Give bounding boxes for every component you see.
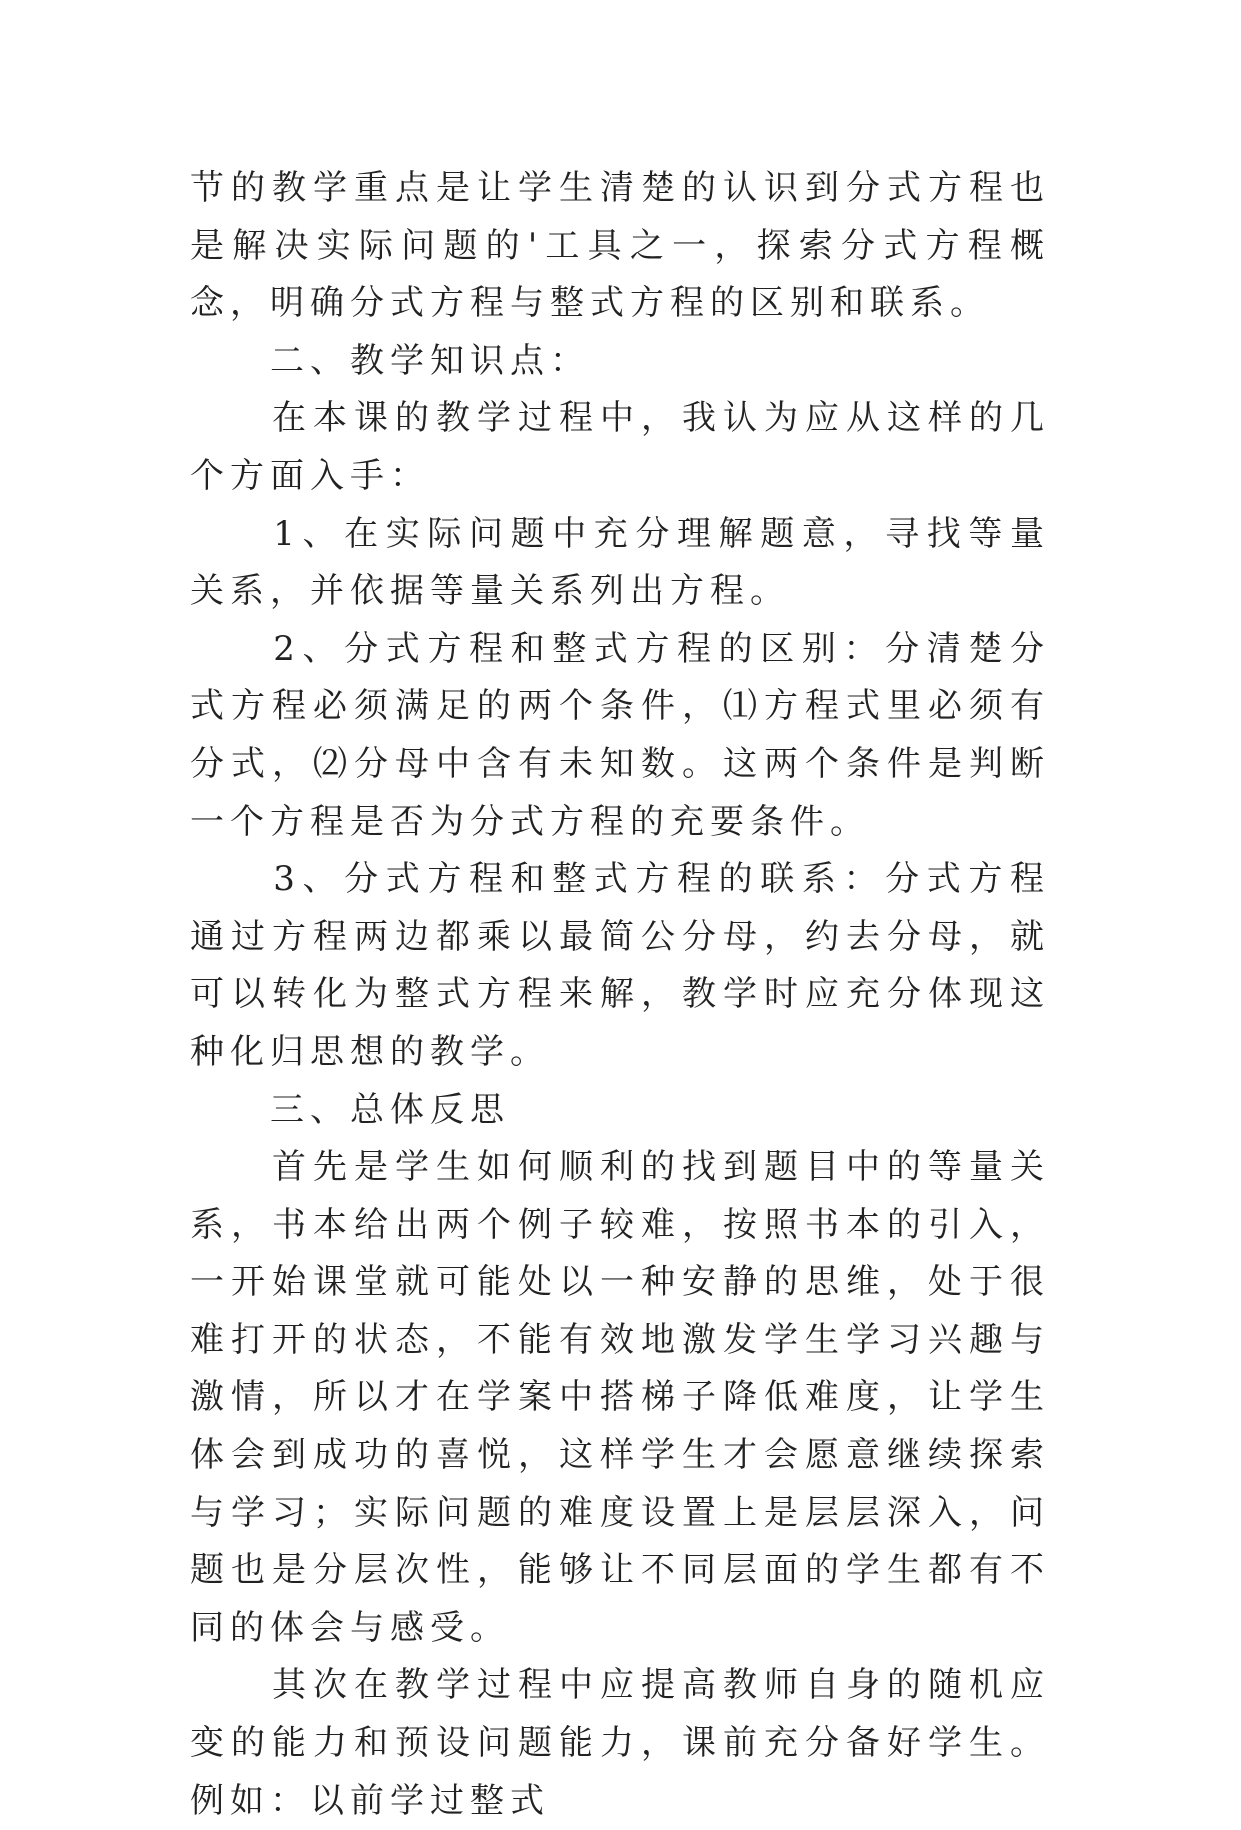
document-body: [190, 160, 1050, 1830]
list-item-1: 1、在实际问题中充分理解题意，寻找等量关系，并依据等量关系列出方程。: [190, 513, 1050, 612]
paragraph-reflection-second: 其次在教学过程中应提高教师自身的随机应变的能力和预设问题能力，课前充分备好学生。例如：以前学过整式: [190, 1665, 1050, 1821]
list-item-2: 2、分式方程和整式方程的区别：分清楚分式方程必须满足的两个条件，⑴方程式里必须有分式，⑵分母中含有未知数。这两个条件是判断一个方程是否为分式方程的充要条件。: [190, 628, 1050, 842]
paragraph-reflection-first: 首先是学生如何顺利的找到题目中的等量关系，书本给出两个例子较难，按照书本的引入，一开始课堂就可能处以一种安静的思维，处于很难打开的状态，不能有效地激发学生学习兴趣与激情，所以才在学案中搭梯子降低难度，让学生体会到成功的喜悦，这样学生才会愿意继续探索与学习；实际问题的难度设置上是层层深入，问题也是分层次性，能够让不同层面的学生都有不同的体会与感受。: [190, 1147, 1050, 1648]
paragraph-approach: 在本课的教学过程中，我认为应从这样的几个方面入手：: [190, 398, 1050, 496]
heading-knowledge-points: 二、教学知识点：: [190, 340, 590, 381]
heading-overall-reflection: 三、总体反思: [190, 1089, 510, 1130]
paragraph-key-points: 节的教学重点是让学生清楚的认识到分式方程也是解决实际问题的'工具之一，探索分式方程概念，明确分式方程与整式方程的区别和联系。: [190, 168, 1050, 324]
list-item-3: 3、分式方程和整式方程的联系：分式方程通过方程两边都乘以最简公分母，约去分母，就可以转化为整式方程来解，教学时应充分体现这种化归思想的教学。: [190, 859, 1050, 1072]
